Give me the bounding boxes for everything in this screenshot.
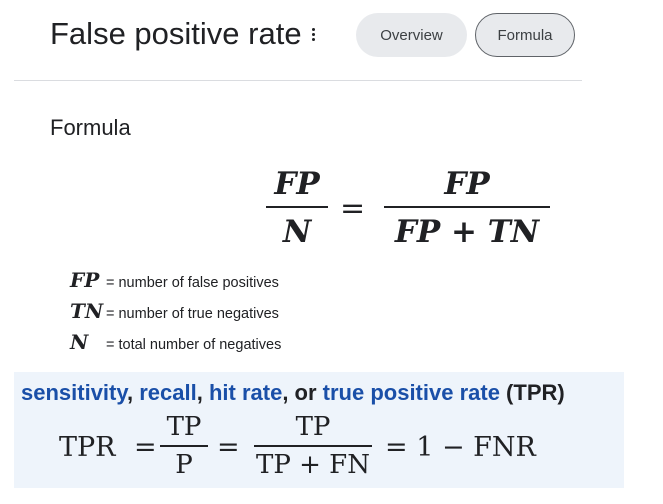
formula-lhs-fraction bbox=[266, 164, 328, 252]
tp-over-tp-fn-fraction bbox=[254, 412, 372, 480]
formula-rhs-denominator: FP + TN bbox=[394, 214, 540, 250]
legend-text: = number of false positives bbox=[106, 275, 279, 291]
legend-item bbox=[70, 268, 279, 292]
more-options-icon[interactable] bbox=[308, 26, 318, 44]
tpr-equals: = bbox=[217, 432, 240, 463]
link-true-positive-rate[interactable]: true positive rate bbox=[322, 380, 500, 405]
section-heading: Formula bbox=[50, 115, 131, 140]
tab-overview[interactable]: Overview bbox=[356, 13, 467, 57]
fraction-bar bbox=[384, 206, 550, 208]
header bbox=[0, 0, 663, 80]
tpr-panel bbox=[14, 372, 624, 488]
legend-symbol: FP bbox=[70, 268, 100, 292]
fraction-denominator: TP + FN bbox=[256, 450, 370, 480]
formula-lhs-numerator: FP bbox=[274, 166, 320, 202]
tpr-label: TPR bbox=[59, 432, 116, 463]
formula-lhs-denominator: N bbox=[282, 214, 312, 250]
separator: , bbox=[196, 380, 209, 405]
legend-symbol: N bbox=[70, 330, 89, 354]
tpr-abbrev: (TPR) bbox=[499, 380, 565, 405]
divider bbox=[14, 80, 582, 81]
tpr-tail: = 1 − FNR bbox=[385, 432, 536, 463]
legend-text: = total number of negatives bbox=[106, 337, 282, 353]
formula-rhs-fraction bbox=[384, 164, 550, 252]
legend-item bbox=[70, 299, 279, 323]
tpr-equals: = bbox=[134, 432, 157, 463]
fraction-numerator: TP bbox=[166, 412, 202, 442]
page-title: False positive rate bbox=[50, 16, 302, 51]
fraction-bar bbox=[160, 445, 208, 447]
separator: , or bbox=[282, 380, 323, 405]
fraction-bar bbox=[254, 445, 372, 447]
tab-formula[interactable]: Formula bbox=[475, 13, 575, 57]
fraction-bar bbox=[266, 206, 328, 208]
link-recall[interactable]: recall bbox=[139, 380, 197, 405]
formula-rhs-numerator: FP bbox=[444, 166, 490, 202]
tp-over-p-fraction bbox=[160, 412, 208, 480]
legend-item bbox=[70, 330, 281, 354]
link-sensitivity[interactable]: sensitivity bbox=[21, 380, 127, 405]
tpr-panel-title bbox=[21, 380, 565, 406]
fraction-numerator: TP bbox=[295, 412, 331, 442]
legend-symbol: TN bbox=[70, 299, 104, 323]
fraction-denominator: P bbox=[175, 450, 193, 480]
legend-text: = number of true negatives bbox=[106, 306, 279, 322]
formula-equals: = bbox=[340, 191, 366, 226]
link-hit-rate[interactable]: hit rate bbox=[208, 380, 283, 405]
separator: , bbox=[126, 380, 140, 405]
